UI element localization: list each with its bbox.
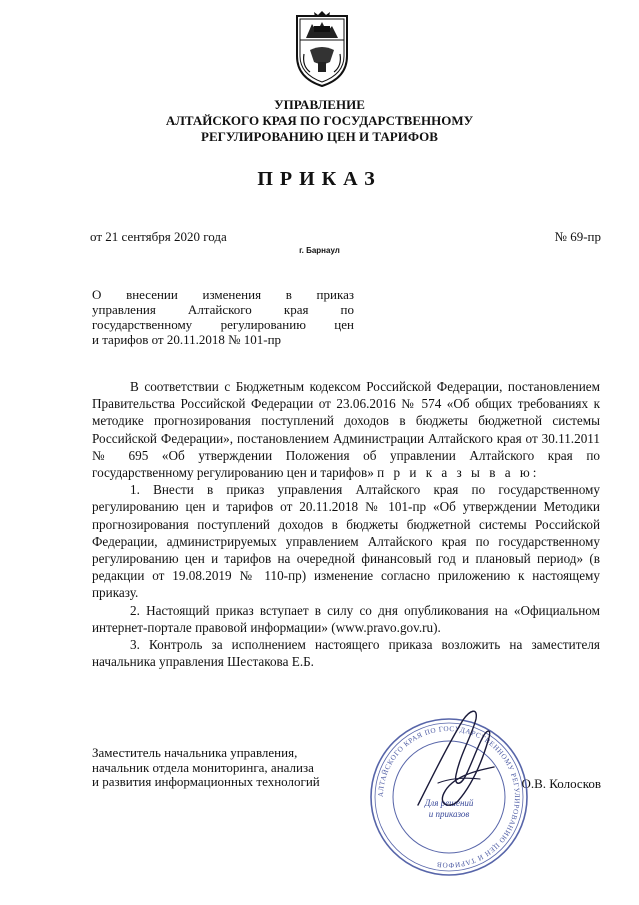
- subject-line: и тарифов от 20.11.2018 № 101-пр: [92, 332, 282, 347]
- item-3-paragraph: 3. Контроль за исполнением настоящего приказа возложить на заместителя начальника управления Шестакова Е.Б.: [92, 637, 600, 670]
- signer-position-line: и развития информационных технологий: [92, 774, 320, 789]
- stamp-ring-text: АЛТАЙСКОГО КРАЯ ПО ГОСУДАРСТВЕННОМУ РЕГУЛИРОВАНИЮ ЦЕН И ТАРИФОВ: [376, 724, 522, 870]
- document-subject: [92, 287, 354, 347]
- signer-position: [92, 746, 392, 790]
- document-number: № 69-пр: [554, 229, 601, 244]
- org-name-line-3: РЕГУЛИРОВАНИЮ ЦЕН И ТАРИФОВ: [201, 129, 438, 144]
- document-city: г. Барнаул: [299, 246, 340, 255]
- order-word: п р и к а з ы в а ю:: [377, 465, 540, 481]
- stamp-inner-line-1: Для решений: [424, 798, 474, 808]
- org-name-line-1: УПРАВЛЕНИЕ: [274, 97, 365, 112]
- subject-line: государственному регулированию цен: [92, 317, 354, 332]
- coat-of-arms-emblem: [292, 10, 352, 88]
- signer-name: О.В. Колосков: [521, 776, 601, 791]
- document-body: [92, 378, 600, 670]
- preamble-text: В соответствии с Бюджетным кодексом Российской Федерации, постановлением Правительства Российской Федерации от 23.06.2016 № 574 «Об общих требованиях к методике прогнозирования поступлений доходов в бюджеты бюджетной системы Российской Федерации», постановлением Администрации Алтайского края от 30.11.2011 № 695 «Об утверждении Положения об управлении Алтайского края по государственному регулированию цен и тарифов»: [92, 379, 600, 481]
- signer-position-line: начальник отдела мониторинга, анализа: [92, 759, 314, 775]
- item-1-paragraph: 1. Внести в приказ управления Алтайского края по государственному регулированию цен и тарифов от 20.11.2018 № 101-пр «Об утверждении Методики прогнозирования поступлений доходов в бюджеты бюджетной системы Российской Федерации, администрируемых управлением Алтайского края по государственному регулированию цен и тарифов на очередной финансовый год и плановый период» (в редакции от 19.08.2019 № 110-пр) изменение согласно приложению к настоящему приказу.: [92, 482, 600, 601]
- signer-position-line: Заместитель начальника управления,: [92, 745, 298, 760]
- handwritten-signature: [408, 705, 498, 815]
- org-name-line-2: АЛТАЙСКОГО КРАЯ ПО ГОСУДАРСТВЕННОМУ: [165, 113, 474, 128]
- item-2-paragraph: 2. Настоящий приказ вступает в силу со дня опубликования на «Официальном интернет-портале правовой информации» (www.pravo.gov.ru).: [92, 602, 600, 635]
- subject-line: управления Алтайского края по: [92, 302, 354, 317]
- preamble-paragraph: [92, 378, 600, 481]
- document-date: от 21 сентября 2020 года: [90, 229, 227, 244]
- subject-line: О внесении изменения в приказ: [92, 287, 354, 302]
- stamp-inner-line-2: и приказов: [428, 809, 470, 819]
- document-type-title: ПРИКАЗ: [257, 168, 382, 190]
